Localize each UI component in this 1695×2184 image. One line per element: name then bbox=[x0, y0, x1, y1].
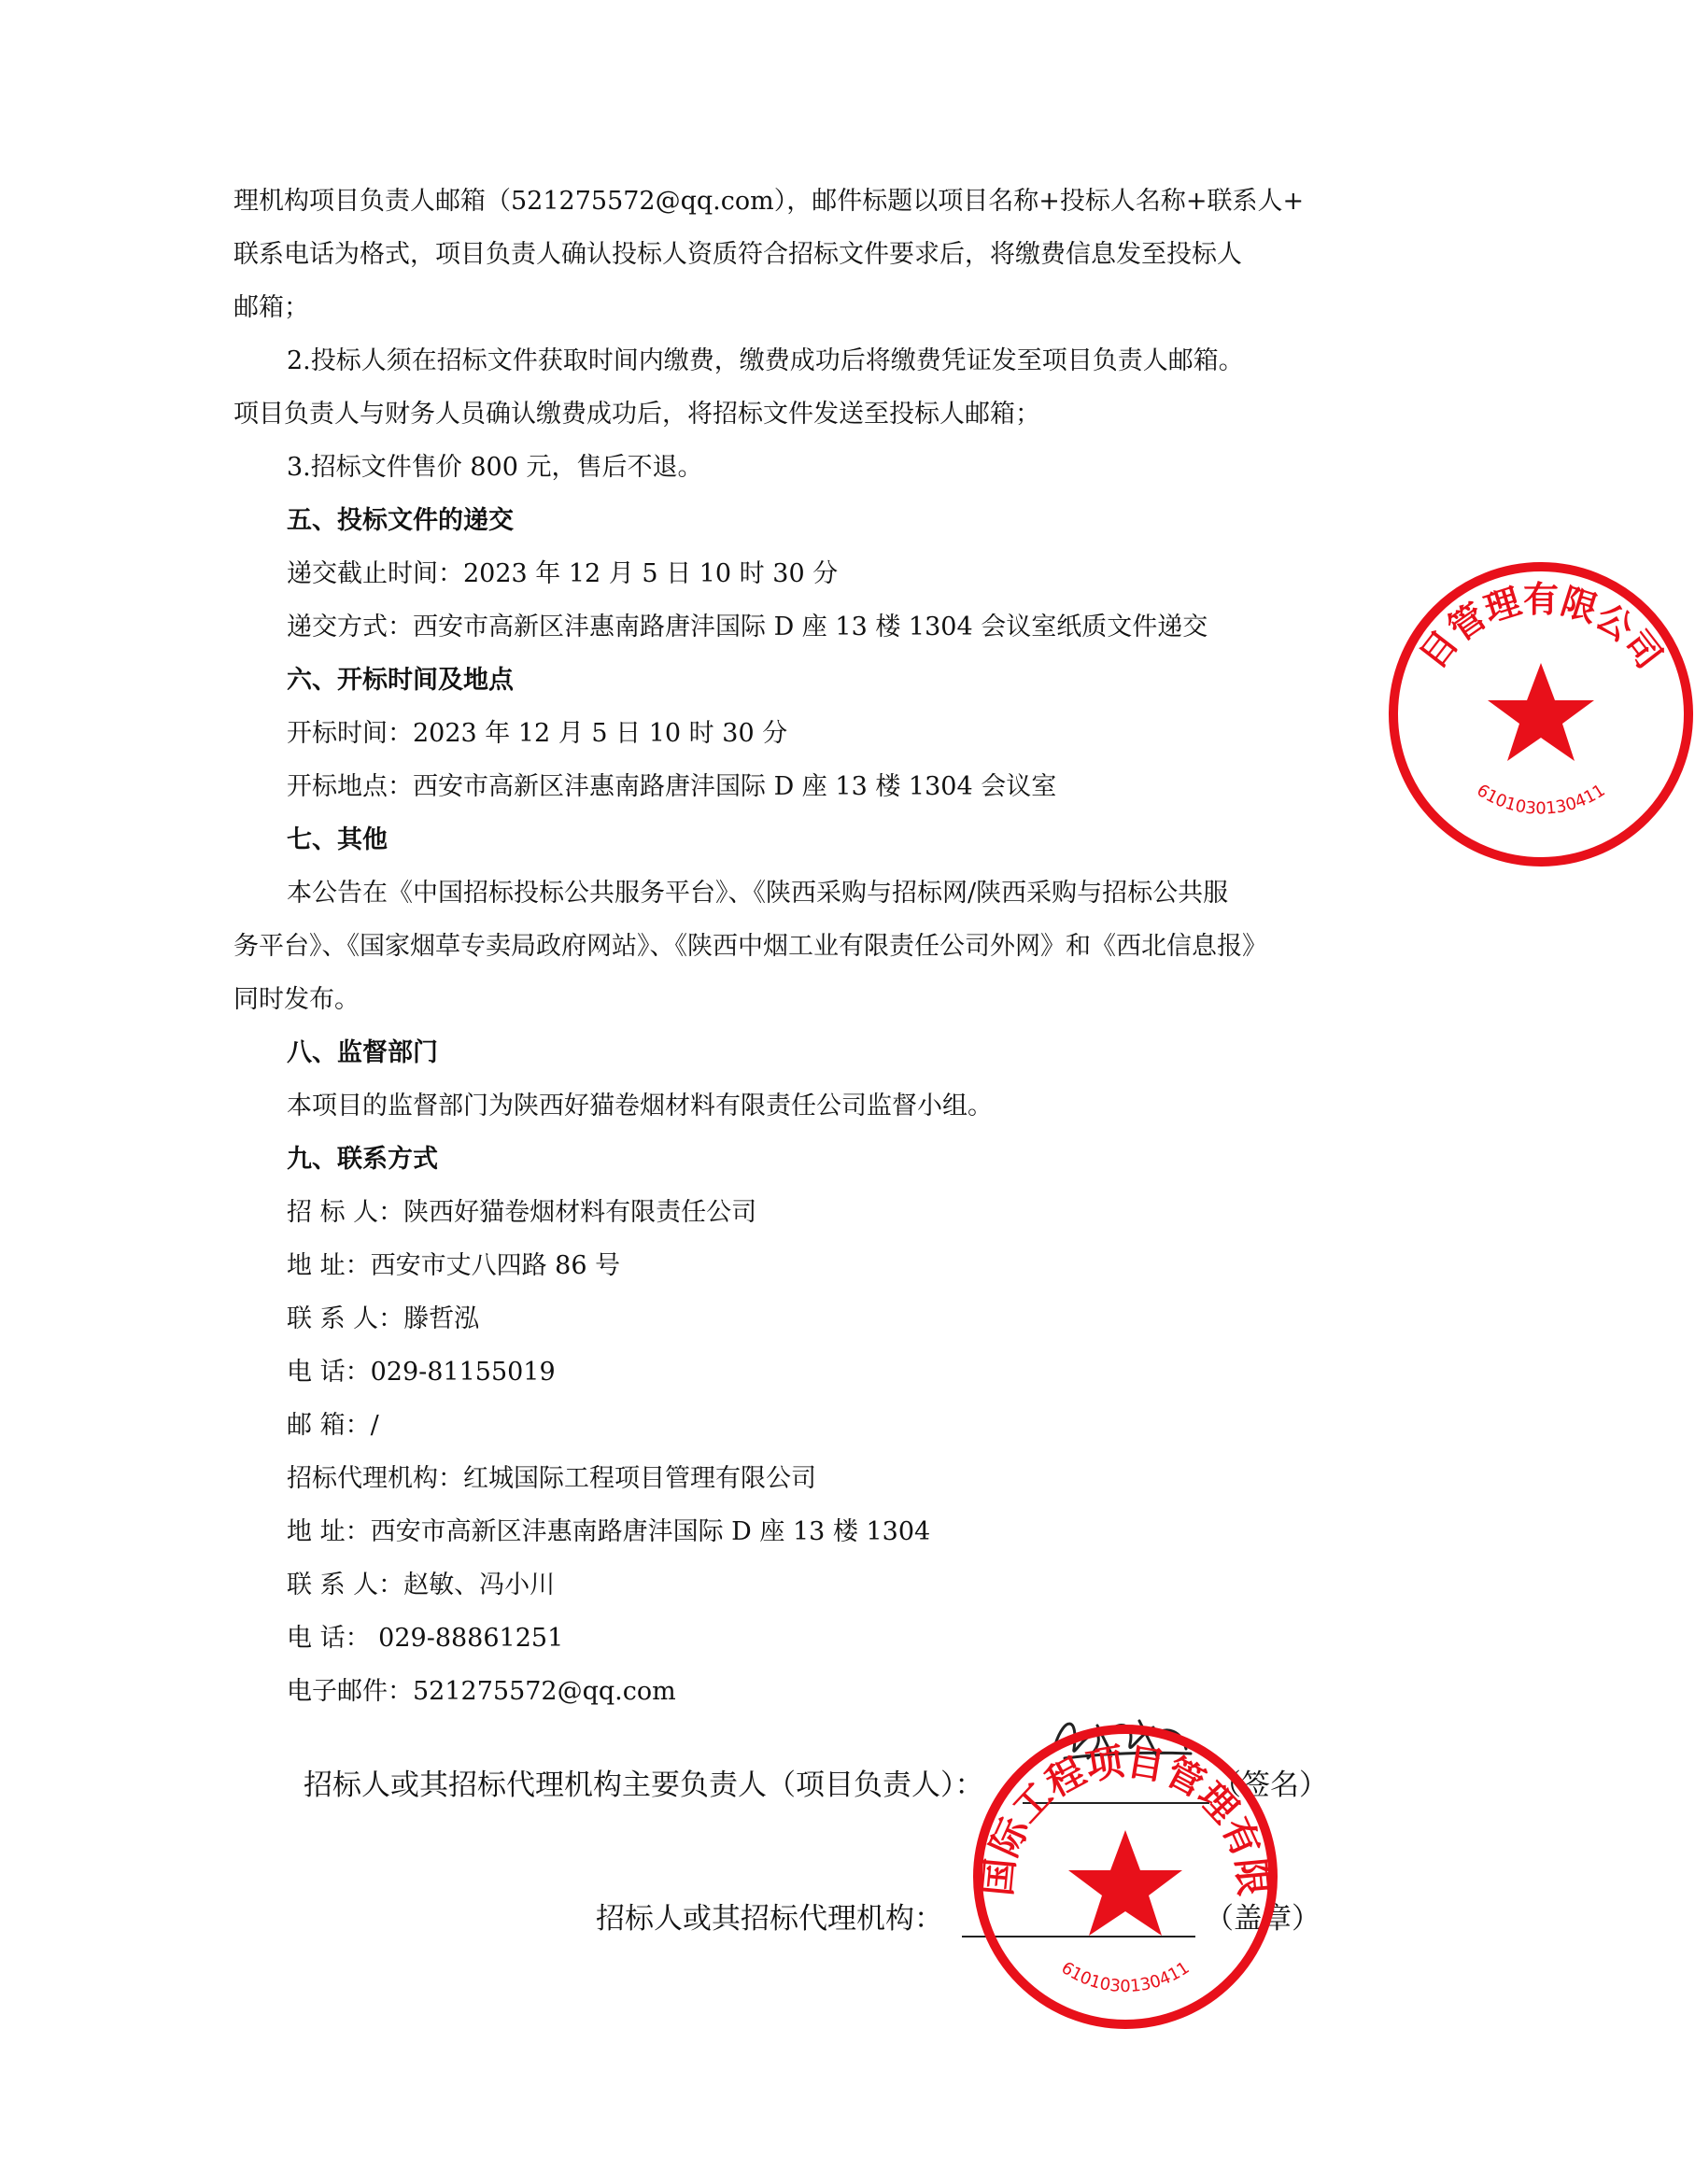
opening-time-line: 开标时间：2023 年 12 月 5 日 10 时 30 分 bbox=[287, 719, 788, 748]
paragraph-line: 本公告在《中国招标投标公共服务平台》、《陕西采购与招标网/陕西采购与招标公共服 bbox=[287, 879, 1229, 908]
contact-line: 地 址：西安市丈八四路 86 号 bbox=[287, 1251, 621, 1280]
seal-number: 6101030130411 bbox=[1057, 1957, 1194, 1997]
submission-method-line: 递交方式：西安市高新区沣惠南路唐沣国际 D 座 13 楼 1304 会议室纸质文件递交 bbox=[287, 613, 1208, 641]
paragraph-line: 2.投标人须在招标文件获取时间内缴费，缴费成功后将缴费凭证发至项目负责人邮箱。 bbox=[287, 346, 1244, 375]
contact-line: 电子邮件：521275572@qq.com bbox=[287, 1677, 676, 1706]
seal-suffix: （盖章） bbox=[1205, 1902, 1321, 1936]
contact-line: 联 系 人：赵敏、冯小川 bbox=[287, 1571, 556, 1599]
seal-number: 6101030130411 bbox=[1473, 780, 1609, 819]
paragraph-line: 邮箱； bbox=[233, 293, 309, 322]
seal-arc-text: 国际工程项目管理有限 bbox=[975, 1739, 1276, 1898]
contact-line: 招标代理机构：红城国际工程项目管理有限公司 bbox=[287, 1464, 816, 1493]
contact-line: 邮 箱：/ bbox=[287, 1411, 379, 1440]
company-seal-partial bbox=[1387, 560, 1672, 868]
contact-line: 电 话： 029-88861251 bbox=[287, 1624, 564, 1653]
paragraph-line: 项目负责人与财务人员确认缴费成功后，将招标文件发送至投标人邮箱； bbox=[233, 400, 1040, 429]
opening-location-line: 开标地点：西安市高新区沣惠南路唐沣国际 D 座 13 楼 1304 会议室 bbox=[287, 772, 1057, 801]
paragraph-line: 联系电话为格式，项目负责人确认投标人资质符合招标文件要求后，将缴费信息发至投标人 bbox=[233, 240, 1242, 269]
section-heading-7: 七、其他 bbox=[287, 825, 388, 854]
seal-arc-text: 目管理有限公司 bbox=[1410, 578, 1672, 677]
deadline-line: 递交截止时间：2023 年 12 月 5 日 10 时 30 分 bbox=[287, 559, 839, 588]
paragraph-line: 3.招标文件售价 800 元，售后不退。 bbox=[287, 453, 703, 482]
seal-label: 招标人或其招标代理机构： bbox=[596, 1902, 943, 1936]
section-heading-8: 八、监督部门 bbox=[287, 1038, 438, 1067]
section-heading-9: 九、联系方式 bbox=[287, 1145, 438, 1174]
section-heading-5: 五、投标文件的递交 bbox=[287, 506, 514, 535]
paragraph-line: 本项目的监督部门为陕西好猫卷烟材料有限责任公司监督小组。 bbox=[287, 1092, 993, 1120]
section-heading-6: 六、开标时间及地点 bbox=[287, 666, 514, 695]
contact-line: 联 系 人：滕哲泓 bbox=[287, 1304, 480, 1333]
contact-line: 电 话：029-81155019 bbox=[287, 1358, 556, 1387]
contact-line: 地 址：西安市高新区沣惠南路唐沣国际 D 座 13 楼 1304 bbox=[287, 1517, 931, 1546]
signature-label: 招标人或其招标代理机构主要负责人（项目负责人）： bbox=[304, 1768, 984, 1802]
svg-text:6101030130411 bbox=[1057, 1958, 1193, 1996]
company-seal bbox=[971, 1723, 1279, 2031]
signature-suffix: （签名） bbox=[1212, 1768, 1328, 1802]
paragraph-line: 同时发布。 bbox=[233, 985, 360, 1014]
svg-text:6101030130411 bbox=[1473, 781, 1608, 819]
paragraph-line: 务平台》、《国家烟草专卖局政府网站》、《陕西中烟工业有限责任公司外网》和《西北信息报》 bbox=[233, 932, 1267, 961]
paragraph-line: 理机构项目负责人邮箱（521275572@qq.com），邮件标题以项目名称+投标人名称+联系人+ bbox=[233, 187, 1305, 216]
contact-line: 招 标 人：陕西好猫卷烟材料有限责任公司 bbox=[287, 1198, 757, 1227]
